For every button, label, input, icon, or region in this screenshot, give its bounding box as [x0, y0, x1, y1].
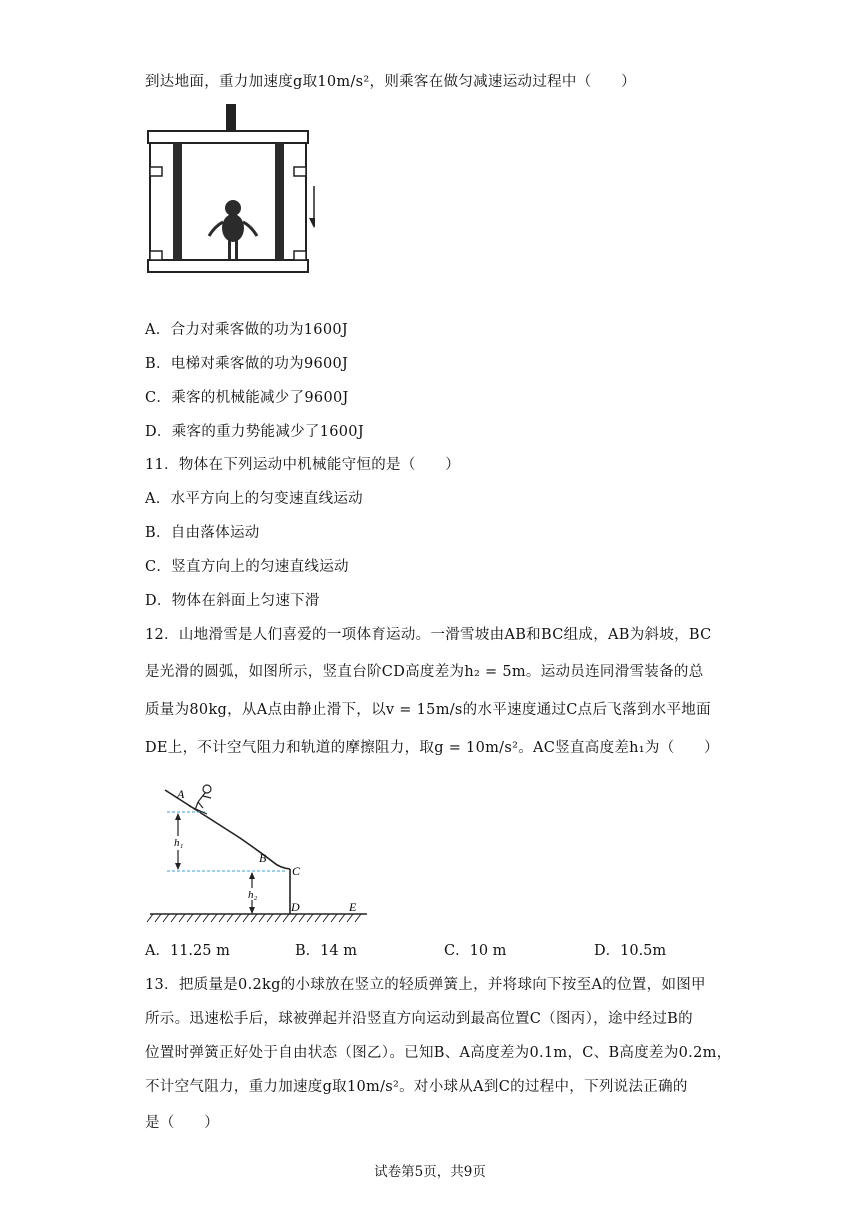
elevator-cable: [226, 104, 236, 132]
label-a: A: [177, 787, 185, 801]
passenger-icon: [209, 200, 257, 260]
label-d: D: [291, 900, 300, 914]
down-arrow-icon: [309, 186, 315, 228]
ski-slope-figure: [145, 780, 375, 926]
q10-option-d: D．乘客的重力势能减少了1600J: [145, 424, 364, 440]
label-b: B: [259, 851, 267, 865]
q13-line-2: 所示。迅速松手后，球被弹起并沿竖直方向运动到最高位置C（图丙），途中经过B的: [145, 1011, 693, 1027]
q12-option-c: C．10 m: [444, 943, 507, 959]
label-c: C: [292, 864, 301, 878]
q11-stem: 11．物体在下列运动中机械能守恒的是（ ）: [145, 457, 461, 473]
elevator-figure: [145, 100, 315, 278]
q13-line-5: 是（ ）: [145, 1115, 219, 1131]
q12-option-a: A．11.25 m: [145, 943, 230, 959]
q10-stem-tail: 到达地面，重力加速度g取10m/s²，则乘客在做匀减速运动过程中（ ）: [145, 74, 636, 90]
q12-option-b: B．14 m: [295, 943, 357, 959]
q12-option-d: D．10.5m: [594, 943, 667, 959]
label-h2: h₂: [248, 889, 258, 901]
q11-option-b: B．自由落体运动: [145, 525, 260, 541]
q10-option-c: C．乘客的机械能减少了9600J: [145, 390, 349, 406]
page-footer: 试卷第5页，共9页: [374, 1164, 486, 1180]
elevator-top-beam: [148, 131, 308, 143]
q11-option-a: A．水平方向上的匀变速直线运动: [145, 491, 363, 507]
slope-ab-bc: [165, 790, 290, 869]
q12-line-2: 是光滑的圆弧，如图所示，竖直台阶CD高度差为h₂ = 5m。运动员连同滑雪装备的总: [145, 664, 704, 680]
label-h1: h₁: [174, 837, 184, 849]
q13-line-4: 不计空气阻力，重力加速度g取10m/s²。对小球从A到C的过程中，下列说法正确的: [145, 1079, 688, 1095]
q11-option-d: D．物体在斜面上匀速下滑: [145, 593, 320, 609]
q13-line-3: 位置时弹簧正好处于自由状态（图乙）。已知B、A高度差为0.1m，C、B高度差为0.2m，: [145, 1045, 732, 1061]
elevator-bottom-beam: [148, 260, 308, 272]
q12-line-4: DE上，不计空气阻力和轨道的摩擦阻力，取g = 10m/s²。AC竖直高度差h₁为（ ）: [145, 740, 719, 756]
q13-line-1: 13．把质量是0.2kg的小球放在竖立的轻质弹簧上，并将球向下按至A的位置，如图甲: [145, 977, 706, 993]
elevator-pillar-right: [275, 143, 284, 260]
q10-option-a: A．合力对乘客做的功为1600J: [145, 322, 348, 338]
skier-icon: [189, 785, 211, 814]
q10-option-b: B．电梯对乘客做的功为9600J: [145, 356, 349, 372]
elevator-pillar-left: [173, 143, 182, 260]
q12-line-1: 12．山地滑雪是人们喜爱的一项体育运动。一滑雪坡由AB和BC组成，AB为斜坡，BC: [145, 627, 712, 643]
q11-option-c: C．竖直方向上的匀速直线运动: [145, 559, 349, 575]
q12-line-3: 质量为80kg，从A点由静止滑下，以v = 15m/s的水平速度通过C点后飞落到水平地面: [145, 702, 711, 718]
label-e: E: [349, 900, 357, 914]
